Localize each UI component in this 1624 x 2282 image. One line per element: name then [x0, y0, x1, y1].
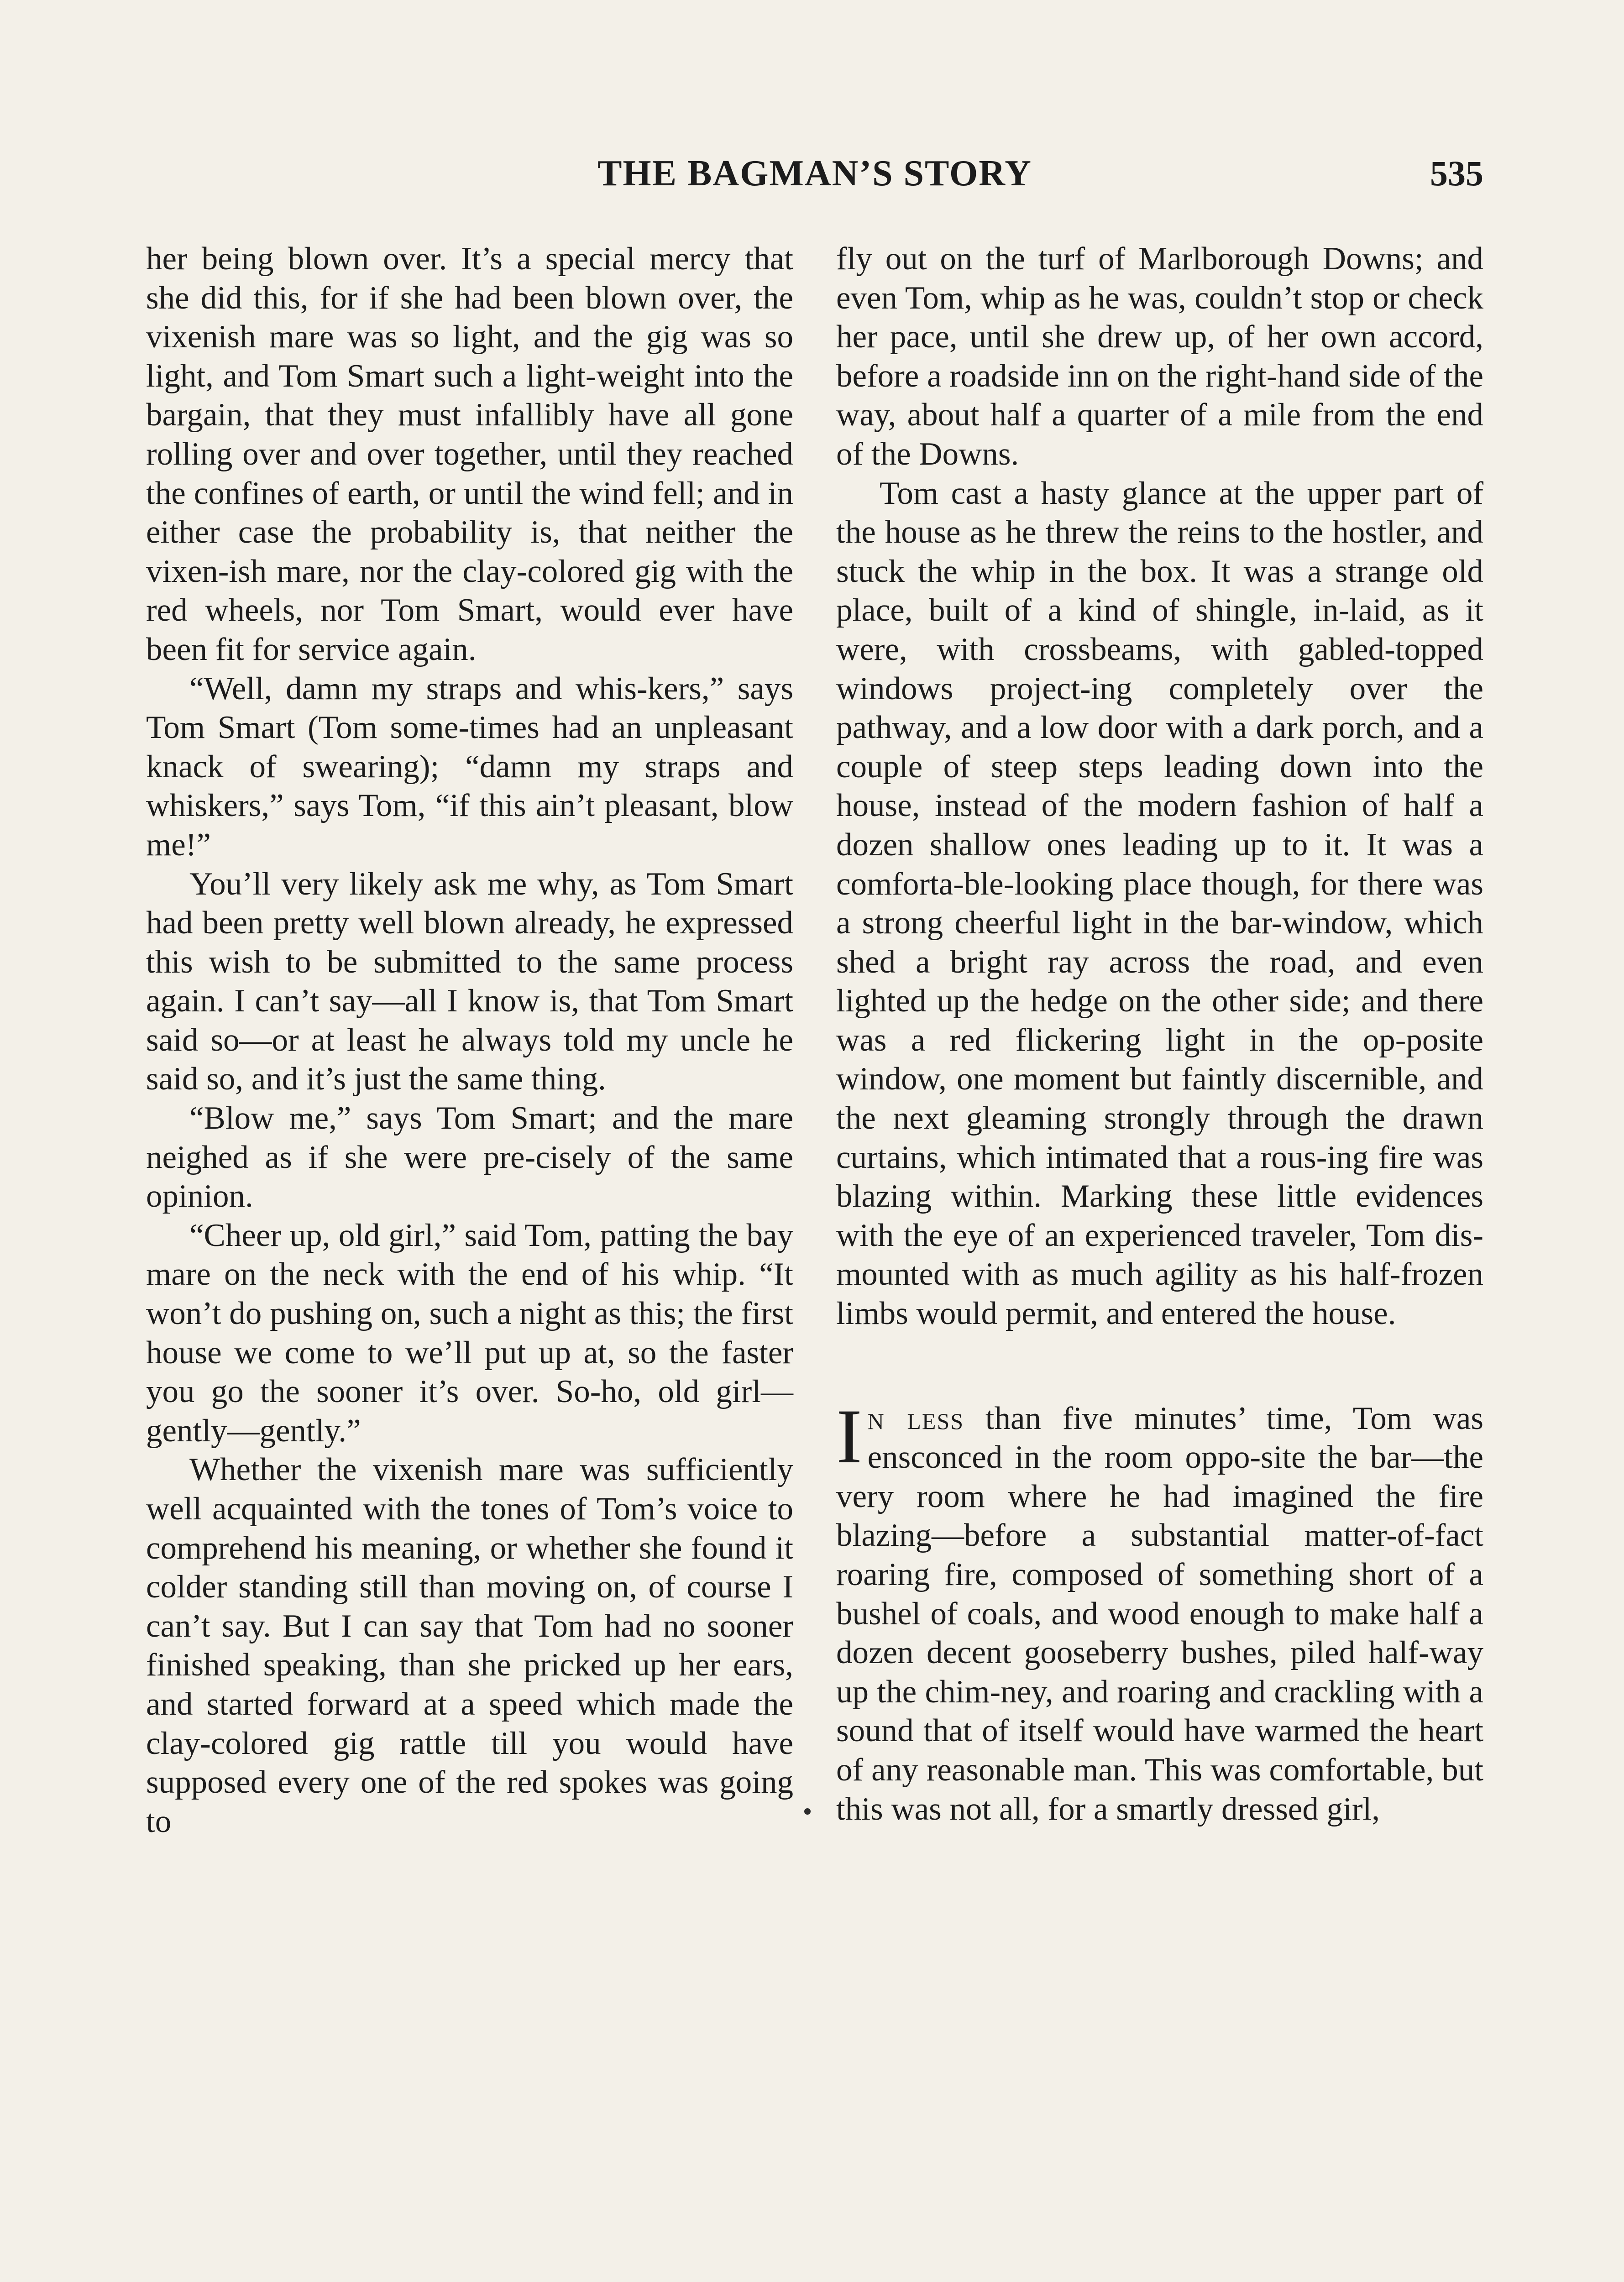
running-head: THE BAGMAN’S STORY	[597, 153, 1032, 194]
print-speck	[804, 1808, 811, 1815]
page-header	[146, 151, 1483, 196]
paragraph: Whether the vixenish mare was sufficiently well acquainted with the tones of Tom’s voice to comprehend his meaning, or whether she found it colder standing still than moving on, of course I can’t say. But I can say that Tom had no sooner finished speaking, than she pricked up her ears, and started forward at a speed which made the clay-colored gig rattle till you would have supposed every one of the red spokes was going to	[146, 1452, 793, 1839]
paragraph: You’ll very likely ask me why, as Tom Smart had been pretty well blown already, he expressed this wish to be submitted to the same process again. I can’t say—all I know is, that Tom Smart said so—or at least he always told my uncle he said so, and it’s just the same thing.	[146, 866, 793, 1097]
paragraph-text: than five minutes’ time, Tom was ensconced in the room oppo-site the bar—the very room where he had imagined the fire blazing—before a substantial matter-of-fact roaring fire, composed of something short of a bushel of coals, and wood enough to make half a dozen decent gooseberry bushes, piled half-way up the chim-ney, and roaring and crackling with a sound that of itself would have warmed the heart of any reasonable man. This was comfortable, but this was not all, for a smartly dressed girl,	[836, 1400, 1483, 1827]
section-break	[836, 1334, 1483, 1399]
paragraph: “Blow me,” says Tom Smart; and the mare neighed as if she were pre-cisely of the same opinion.	[146, 1100, 793, 1214]
page-number: 535	[1430, 153, 1483, 193]
left-column	[146, 240, 793, 1841]
drop-cap: I	[836, 1393, 862, 1479]
section-opening-paragraph	[836, 1393, 1483, 1829]
paragraph: fly out on the turf of Marlborough Downs; and even Tom, whip as he was, couldn’t stop or check her pace, until she drew up, of her own accord, before a roadside inn on the right-hand side of the way, about half a quarter of a mile from the end of the Downs.	[836, 241, 1483, 472]
right-column	[836, 240, 1483, 1829]
paragraph: “Well, damn my straps and whis-kers,” says Tom Smart (Tom some-times had an unpleasant knack of swearing); “damn my straps and whiskers,” says Tom, “if this ain’t pleasant, blow me!”	[146, 670, 793, 863]
paragraph: her being blown over. It’s a special mercy that she did this, for if she had been blown over, the vixenish mare was so light, and the gig was so light, and Tom Smart such a light-weight into the bargain, that they must infallibly have all gone rolling over and over together, until they reached the confines of earth, or until the wind fell; and in either case the probability is, that neither the vixen-ish mare, nor the clay-colored gig with the red wheels, nor Tom Smart, would ever have been fit for service again.	[146, 241, 793, 667]
paragraph: “Cheer up, old girl,” said Tom, patting the bay mare on the neck with the end of his whip. “It won’t do pushing on, such a night as this; the first house we come to we’ll put up at, so the faster you go the sooner it’s over. So-ho, old girl—gently—gently.”	[146, 1217, 793, 1449]
paragraph: Tom cast a hasty glance at the upper part of the house as he threw the reins to the hostler, and stuck the whip in the box. It was a strange old place, built of a kind of shingle, in-laid, as it were, with crossbeams, with gabled-topped windows project-ing completely over the pathway, and a low door with a dark porch, and a couple of steep steps leading down into the house, instead of the modern fashion of half a dozen shallow ones leading up to it. It was a comforta-ble-looking place though, for there was a strong cheerful light in the bar-window, which shed a bright ray across the road, and even lighted up the hedge on the other side; and there was a red flickering light in the op-posite window, one moment but faintly discernible, and the next gleaming strongly through the drawn curtains, which intimated that a rous-ing fire was blazing within. Marking these little evidences with the eye of an experienced traveler, Tom dis-mounted with as much agility as his half-frozen limbs would permit, and entered the house.	[836, 475, 1483, 1332]
small-caps-lead: n less	[867, 1400, 964, 1436]
